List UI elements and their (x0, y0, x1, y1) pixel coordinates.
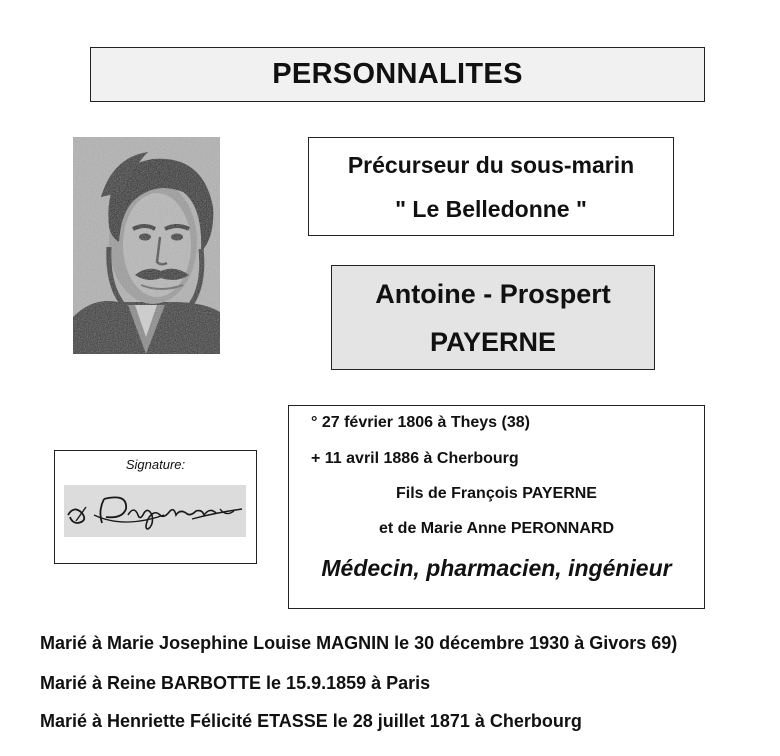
subtitle-box (308, 137, 674, 236)
death-date: + 11 avril 1886 à Cherbourg (311, 450, 519, 467)
marriage-line-1: Marié à Marie Josephine Louise MAGNIN le 30 décembre 1930 à Givors 69) (40, 633, 678, 653)
person-name-box (331, 265, 655, 370)
mother-name: et de Marie Anne PERONNARD (379, 520, 614, 537)
page-title: PERSONNALITES (272, 58, 523, 90)
biography-box (288, 405, 705, 609)
subtitle-line-1: Précurseur du sous-marin (347, 151, 635, 178)
marriage-line-3: Marié à Henriette Félicité ETASSE le 28 juillet 1871 à Cherbourg (40, 711, 582, 731)
person-first-names: Antoine - Prospert (375, 278, 611, 309)
signature-image (64, 485, 246, 537)
page-title-box (90, 47, 705, 102)
portrait-photo (73, 137, 220, 354)
signature-box (54, 450, 257, 564)
marriage-line-2: Marié à Reine BARBOTTE le 15.9.1859 à Paris (40, 673, 431, 693)
person-surname: PAYERNE (429, 326, 557, 357)
birth-date: ° 27 février 1806 à Theys (38) (311, 414, 530, 431)
signature-label: Signature: (125, 457, 186, 472)
profession: Médecin, pharmacien, ingénieur (321, 555, 672, 581)
father-name: Fils de François PAYERNE (396, 485, 597, 502)
subtitle-line-2: " Le Belledonne " (395, 195, 587, 222)
